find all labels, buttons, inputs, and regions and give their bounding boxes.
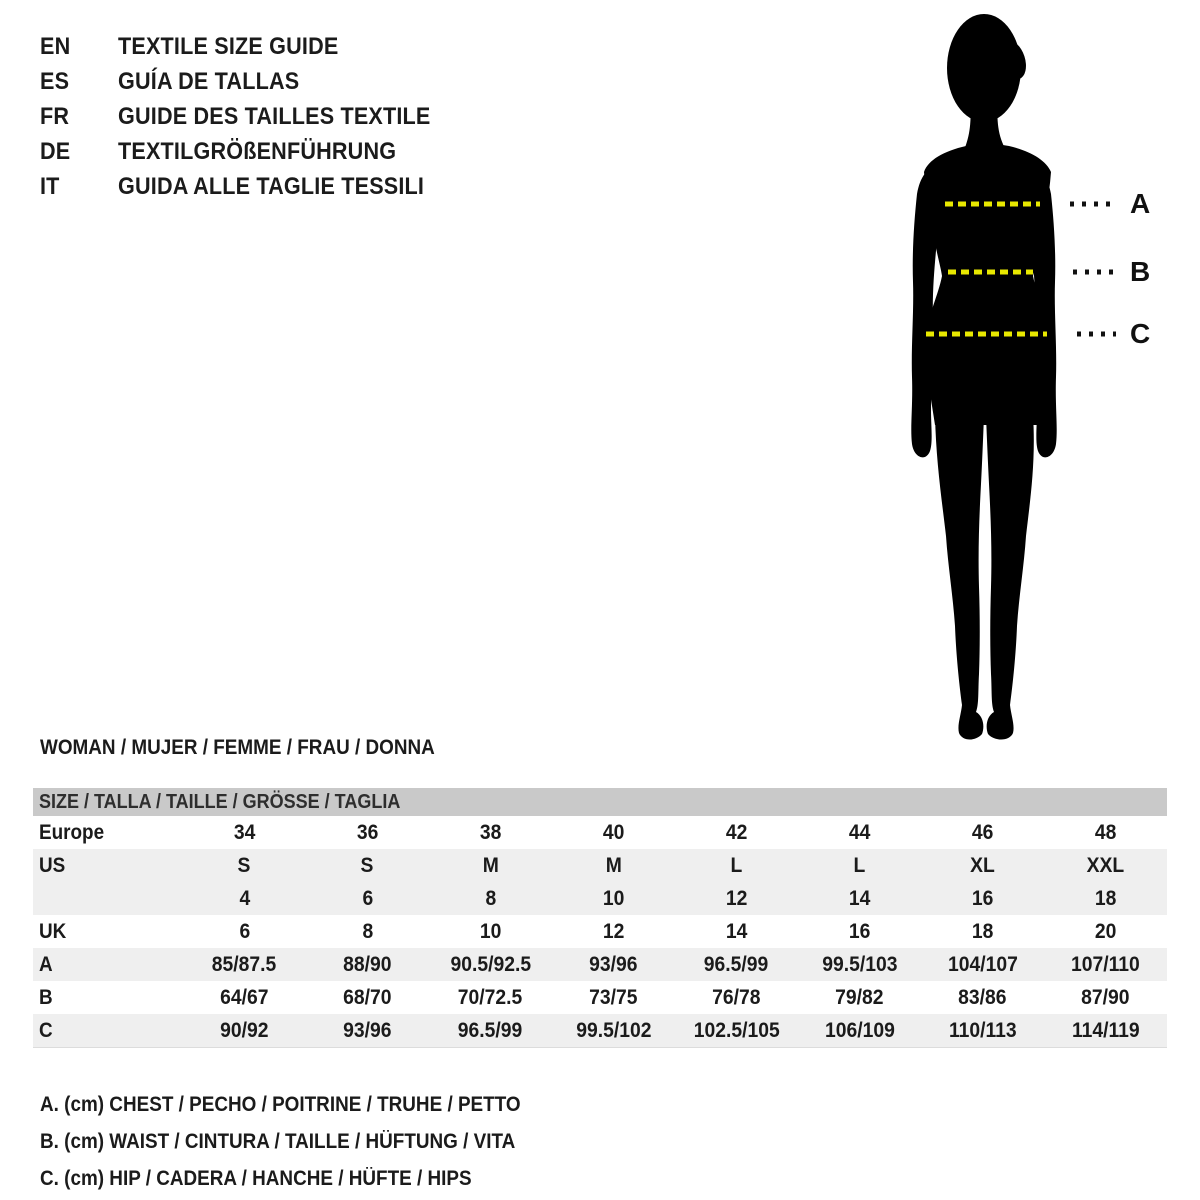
table-cell: 102.5/105 [693, 1018, 780, 1042]
table-row-us [33, 849, 1167, 882]
table-cell: M [482, 853, 499, 877]
row-label: US [39, 853, 66, 877]
table-cell: 114/119 [1071, 1018, 1140, 1042]
table-cell: XXL [1086, 853, 1125, 877]
language-title-block [40, 29, 465, 204]
table-cell: 36 [356, 820, 379, 844]
row-label: UK [39, 919, 67, 943]
table-cell: 10 [479, 919, 502, 943]
table-cell: 83/86 [958, 985, 1007, 1009]
table-cell: 8 [362, 919, 373, 943]
table-cell: 64/67 [220, 985, 269, 1009]
table-cell: 12 [725, 886, 748, 910]
table-cell: 79/82 [835, 985, 884, 1009]
table-cell: 46 [971, 820, 994, 844]
table-cell: 40 [602, 820, 625, 844]
lang-code: ES [40, 67, 70, 95]
table-row-chest-a [33, 948, 1167, 981]
table-cell: 18 [971, 919, 994, 943]
row-label: Europe [39, 820, 105, 844]
table-cell: 96.5/99 [458, 1018, 523, 1042]
section-title-text: WOMAN / MUJER / FEMME / FRAU / DONNA [40, 736, 435, 759]
table-cell: S [361, 853, 374, 877]
lang-row-en [40, 29, 465, 64]
table-cell: 104/107 [947, 952, 1018, 976]
guide-title: GUIDA ALLE TAGLIE TESSILI [118, 172, 425, 200]
table-cell: 10 [602, 886, 625, 910]
table-cell: 99.5/102 [575, 1018, 652, 1042]
table-cell: 14 [725, 919, 748, 943]
table-header-bar [33, 788, 1167, 816]
row-label: A [39, 952, 53, 976]
section-title [40, 736, 479, 760]
table-cell: 88/90 [343, 952, 392, 976]
silhouette-right-leg [986, 415, 1034, 740]
row-label [33, 887, 183, 911]
table-cell: 76/78 [712, 985, 761, 1009]
table-cell: 85/87.5 [212, 952, 277, 976]
guide-title: GUÍA DE TALLAS [118, 67, 300, 95]
guide-title: TEXTILGRÖßENFÜHRUNG [118, 137, 397, 165]
table-cell: 18 [1094, 886, 1117, 910]
table-cell: 90/92 [220, 1018, 269, 1042]
table-cell: 12 [602, 919, 625, 943]
table-cell: 20 [1094, 919, 1117, 943]
table-cell: 48 [1094, 820, 1117, 844]
table-cell: XL [970, 853, 995, 877]
table-cell: 44 [848, 820, 871, 844]
silhouette-left-leg [935, 415, 984, 740]
marker-c-label: C [1130, 318, 1151, 349]
lang-code: EN [40, 32, 71, 60]
table-cell: M [605, 853, 622, 877]
table-cell: 110/113 [948, 1018, 1017, 1042]
measurement-legend [40, 1086, 574, 1197]
lang-row-de [40, 134, 465, 169]
lang-row-it [40, 169, 465, 204]
table-cell: 68/70 [343, 985, 392, 1009]
table-cell: 16 [848, 919, 871, 943]
table-row-waist-b [33, 981, 1167, 1014]
table-cell: 70/72.5 [458, 985, 523, 1009]
table-cell: 16 [971, 886, 994, 910]
size-table [33, 788, 1167, 1048]
lang-code: FR [40, 102, 70, 130]
table-cell: 14 [848, 886, 871, 910]
table-cell: 4 [239, 886, 250, 910]
table-row-us-numeric [33, 882, 1167, 915]
lang-code: DE [40, 137, 71, 165]
legend-hip: C. (cm) HIP / CADERA / HANCHE / HÜFTE / HIPS [40, 1166, 472, 1190]
table-cell: 93/96 [589, 952, 638, 976]
table-cell: 106/109 [824, 1018, 895, 1042]
legend-chest: A. (cm) CHEST / PECHO / POITRINE / TRUHE / PETTO [40, 1092, 521, 1116]
marker-b-label: B [1130, 256, 1151, 287]
marker-a-label: A [1130, 188, 1151, 219]
table-cell: 42 [725, 820, 748, 844]
guide-title: TEXTILE SIZE GUIDE [118, 32, 339, 60]
table-cell: 38 [479, 820, 502, 844]
table-row-europe [33, 816, 1167, 849]
row-label: C [39, 1018, 53, 1042]
table-cell: L [730, 853, 743, 877]
table-cell: L [853, 853, 866, 877]
table-cell: 6 [239, 919, 250, 943]
table-cell: 99.5/103 [821, 952, 898, 976]
lang-code: IT [40, 172, 60, 200]
lang-row-es [40, 64, 465, 99]
table-row-hip-c [33, 1014, 1167, 1047]
legend-waist: B. (cm) WAIST / CINTURA / TAILLE / HÜFTUNG / VITA [40, 1129, 516, 1153]
woman-silhouette-figure [880, 0, 1200, 760]
table-cell: 8 [485, 886, 496, 910]
table-cell: 34 [233, 820, 256, 844]
table-header-text: SIZE / TALLA / TAILLE / GRÖSSE / TAGLIA [39, 790, 401, 813]
table-cell: 96.5/99 [704, 952, 769, 976]
table-cell: 73/75 [589, 985, 638, 1009]
row-label: B [39, 985, 53, 1009]
guide-title: GUIDE DES TAILLES TEXTILE [118, 102, 431, 130]
table-cell: S [238, 853, 251, 877]
table-cell: 93/96 [343, 1018, 392, 1042]
table-cell: 90.5/92.5 [450, 952, 531, 976]
table-row-uk [33, 915, 1167, 948]
table-cell: 87/90 [1081, 985, 1130, 1009]
table-cell: 107/110 [1071, 952, 1140, 976]
lang-row-fr [40, 99, 465, 134]
table-cell: 6 [362, 886, 373, 910]
